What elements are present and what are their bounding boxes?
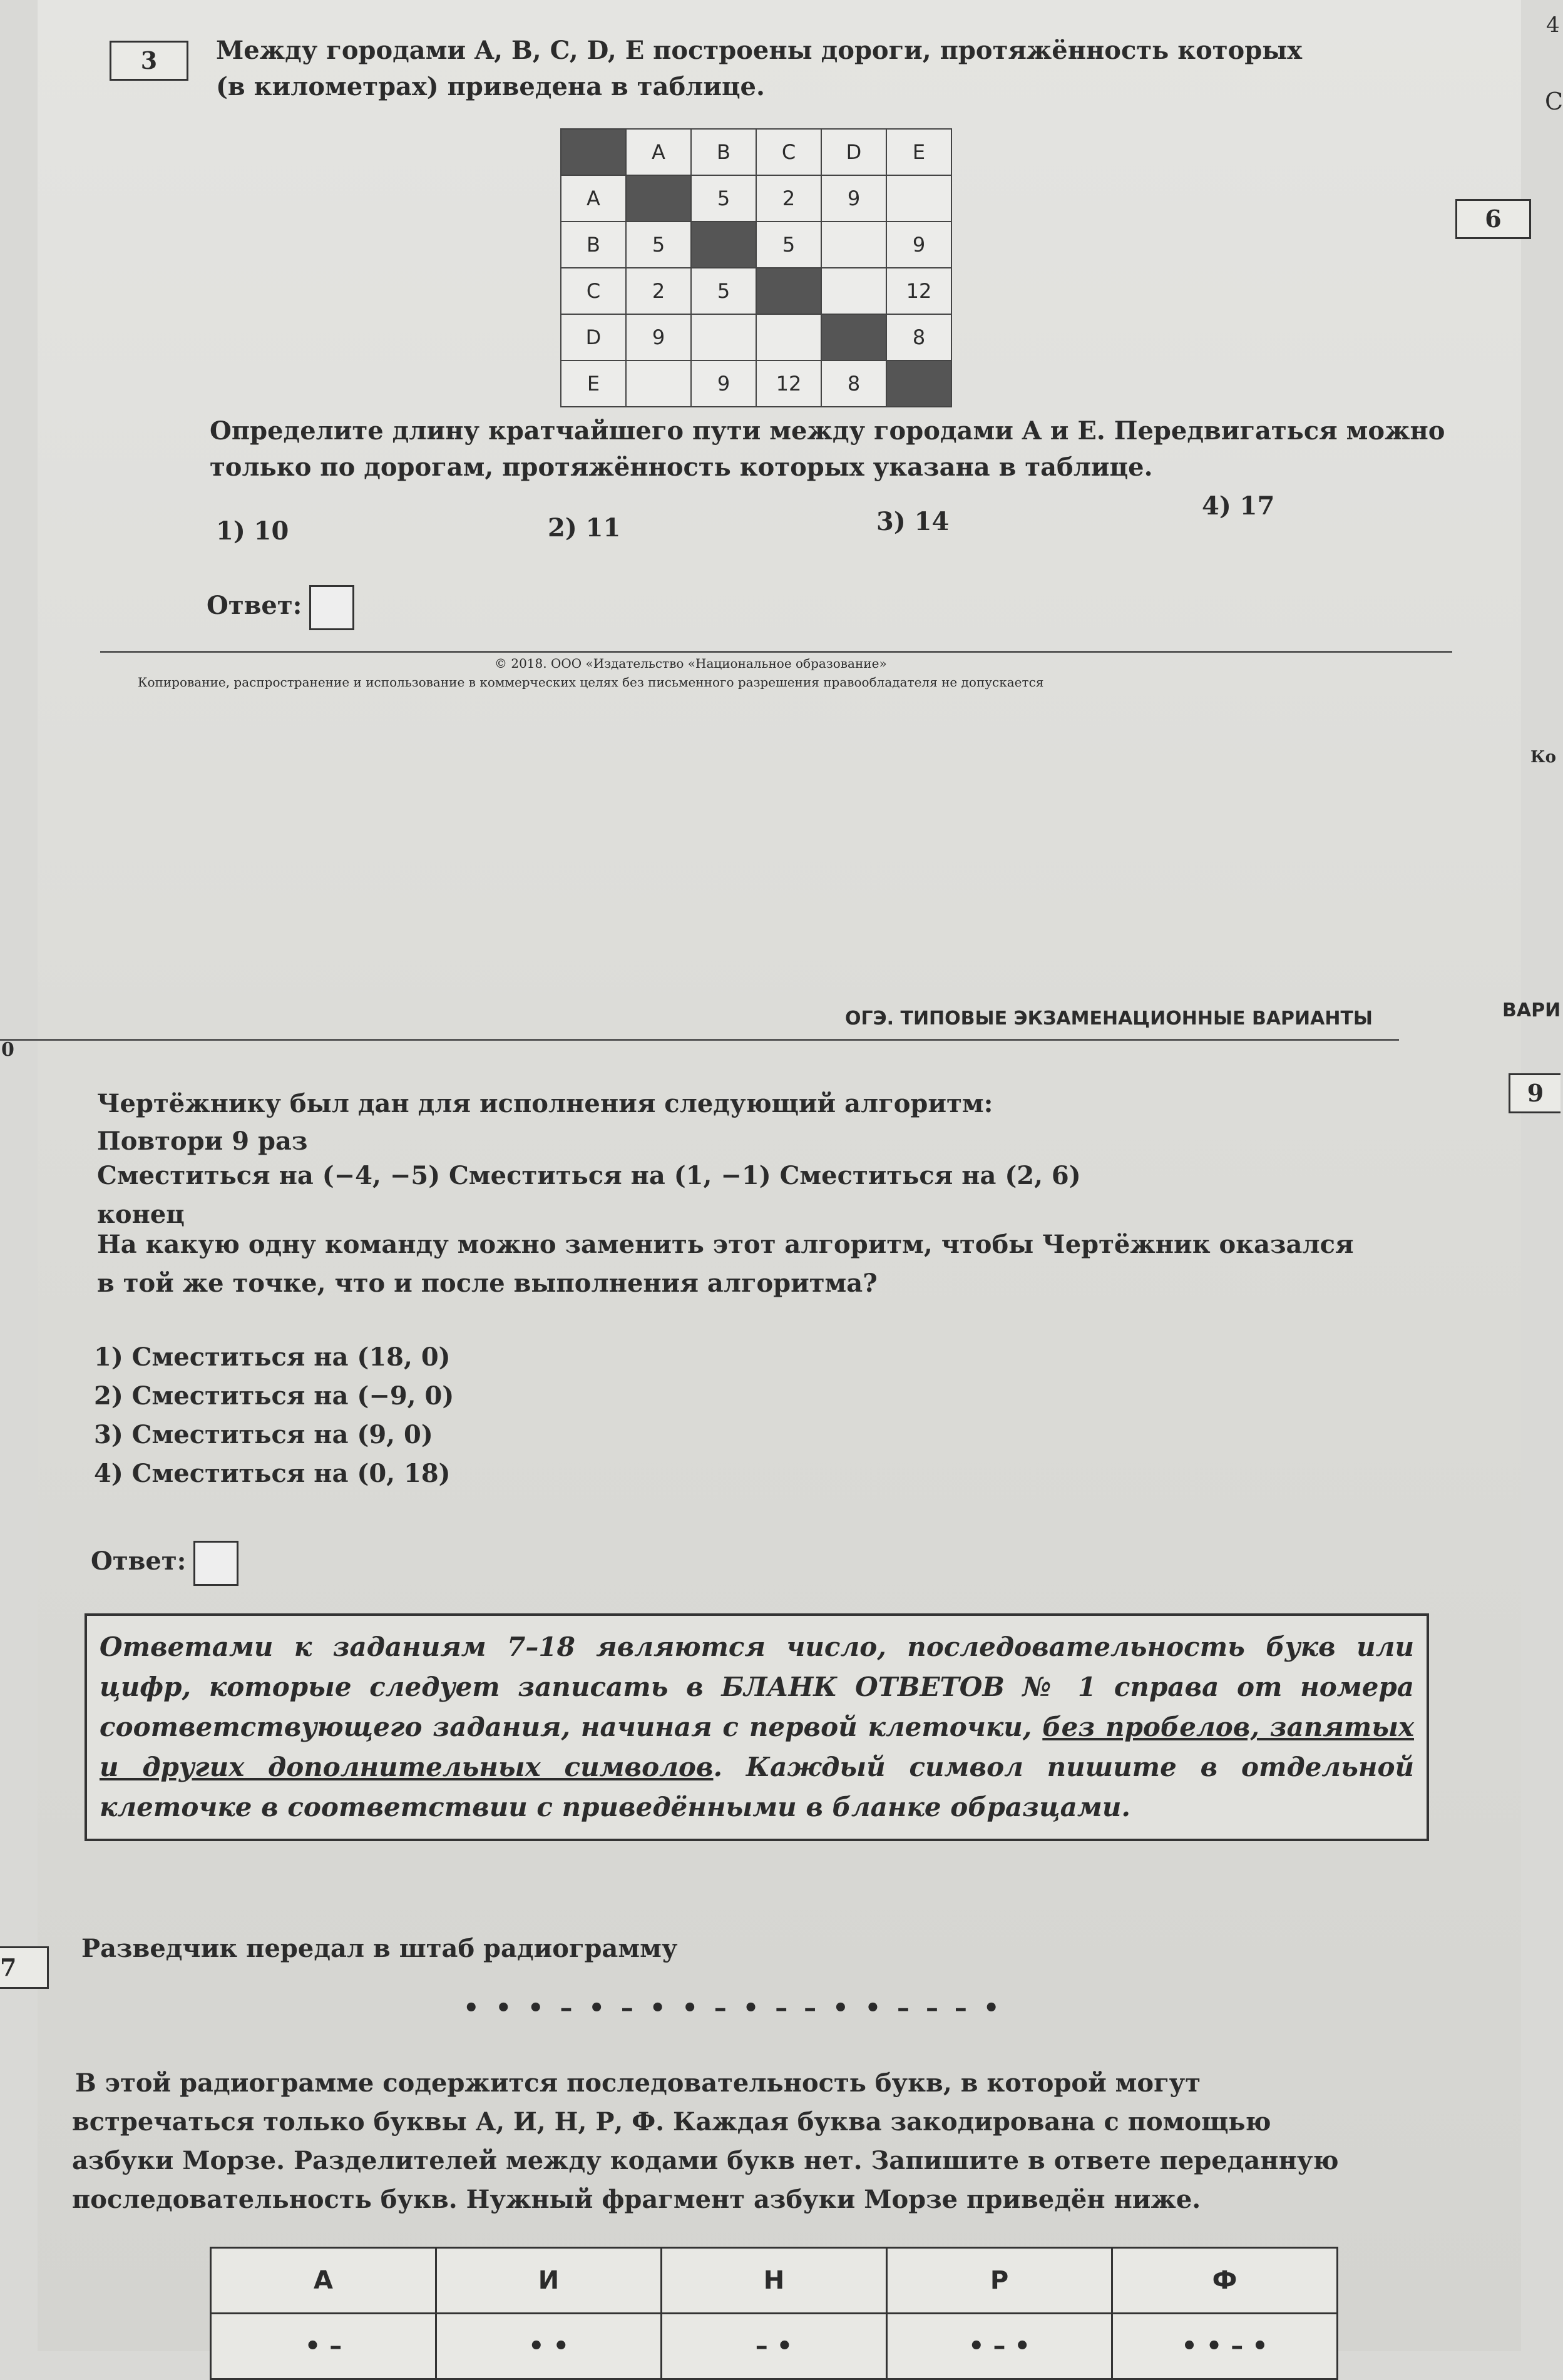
task7-text1: В этой радиограмме содержится последовательность букв, в которой могут bbox=[75, 2068, 1201, 2098]
task3-option-1[interactable]: 1) 10 bbox=[216, 516, 289, 546]
task6-repeat: Повтори 9 раз bbox=[97, 1126, 308, 1156]
copyright-text: © 2018. ООО «Издательство «Национальное образование» bbox=[495, 656, 887, 671]
morse-letter: А bbox=[211, 2248, 436, 2314]
task7-text2: встречаться только буквы А, И, Н, Р, Ф. Каждая буква закодирована с помощью bbox=[72, 2107, 1271, 2137]
table-cell: 9 bbox=[691, 360, 756, 407]
header-rule bbox=[0, 1039, 1399, 1041]
morse-letter: Р bbox=[887, 2248, 1112, 2314]
task3-line1: Между городами A, B, C, D, E построены дороги, протяжённость которых bbox=[216, 36, 1303, 65]
answer-box[interactable] bbox=[193, 1541, 238, 1586]
table-cell: C bbox=[561, 268, 626, 314]
footer-rule bbox=[100, 651, 1452, 653]
task6-option-3[interactable]: 3) Сместиться на (9, 0) bbox=[94, 1420, 433, 1449]
table-cell: 8 bbox=[886, 314, 951, 360]
side-box-9: 9 bbox=[1509, 1073, 1560, 1113]
task6-question1: На какую одну команду можно заменить этот алгоритм, чтобы Чертёжник оказался bbox=[97, 1230, 1354, 1259]
table-cell: 5 bbox=[626, 222, 691, 268]
morse-code: • • bbox=[436, 2314, 662, 2379]
task3-question1: Определите длину кратчайшего пути между городами A и E. Передвигаться можно bbox=[210, 416, 1445, 446]
answer-box[interactable] bbox=[309, 585, 354, 630]
task7-intro: Разведчик передал в штаб радиограмму bbox=[81, 1934, 678, 1963]
task-number-7: 7 bbox=[0, 1946, 49, 1989]
table-cell: 5 bbox=[691, 175, 756, 222]
table-cell: B bbox=[561, 222, 626, 268]
task6-option-4[interactable]: 4) Сместиться на (0, 18) bbox=[94, 1459, 451, 1488]
table-row bbox=[561, 175, 951, 222]
morse-code: • – bbox=[211, 2314, 436, 2379]
edge-char-top: 4 bbox=[1546, 13, 1560, 38]
instructions-box bbox=[85, 1613, 1429, 1841]
morse-code: • • – • bbox=[1112, 2314, 1338, 2379]
side-box-6: 6 bbox=[1455, 199, 1531, 239]
table-cell bbox=[626, 175, 691, 222]
edge-char-zero: 0 bbox=[1, 1039, 14, 1061]
morse-table bbox=[210, 2247, 1338, 2380]
table-cell bbox=[626, 360, 691, 407]
table-cell: 9 bbox=[821, 175, 886, 222]
task3-question2: только по дорогам, протяжённость которых указана в таблице. bbox=[210, 452, 1153, 482]
table-cell: 9 bbox=[626, 314, 691, 360]
table-cell: 2 bbox=[756, 175, 821, 222]
table-cell bbox=[691, 222, 756, 268]
table-row bbox=[561, 222, 951, 268]
table-cell bbox=[886, 175, 951, 222]
task-number-3: 3 bbox=[110, 41, 188, 81]
morse-code-row bbox=[211, 2314, 1338, 2379]
instructions-underlined: без пробелов, запятых и других дополнительных символов bbox=[100, 1712, 1414, 1782]
instructions-part1: Ответами к заданиям 7–18 являются число, последовательность букв или цифр, которые следует записать в БЛАНК ОТВЕТОВ № 1 справа от номера соответствующего задания, начиная с первой клеточки, bbox=[100, 1632, 1414, 1742]
task6-option-1[interactable]: 1) Сместиться на (18, 0) bbox=[94, 1342, 451, 1372]
table-cell: 5 bbox=[691, 268, 756, 314]
table-cell bbox=[821, 314, 886, 360]
table-cell: 8 bbox=[821, 360, 886, 407]
table-row bbox=[561, 314, 951, 360]
edge-letter-c: С bbox=[1545, 88, 1563, 115]
radiogram: • • • – • – • • – • – – • • – – – • bbox=[463, 1993, 1003, 2023]
task6-option-2[interactable]: 2) Сместиться на (−9, 0) bbox=[94, 1381, 454, 1411]
table-cell: 12 bbox=[756, 360, 821, 407]
task6-commands: Сместиться на (−4, −5) Сместиться на (1, −1) Сместиться на (2, 6) bbox=[97, 1161, 1081, 1190]
table-cell: 2 bbox=[626, 268, 691, 314]
table-cell: 12 bbox=[886, 268, 951, 314]
table-header-cell: E bbox=[886, 129, 951, 175]
task3-option-3[interactable]: 3) 14 bbox=[876, 507, 950, 536]
task6-end: конец bbox=[97, 1200, 185, 1229]
task7-text4: последовательность букв. Нужный фрагмент азбуки Морзе приведён ниже. bbox=[72, 2185, 1201, 2214]
morse-code: • – • bbox=[887, 2314, 1112, 2379]
copyright-notice: Копирование, распространение и использование в коммерческих целях без письменного разрешения правообладателя не допускается bbox=[138, 675, 1044, 690]
morse-letter: Н bbox=[662, 2248, 887, 2314]
table-cell bbox=[821, 222, 886, 268]
table-cell: 5 bbox=[756, 222, 821, 268]
table-cell bbox=[756, 314, 821, 360]
edge-text-vari: ВАРИ bbox=[1502, 999, 1561, 1021]
table-header-cell: A bbox=[626, 129, 691, 175]
table-cell bbox=[691, 314, 756, 360]
table-header-cell: D bbox=[821, 129, 886, 175]
table-header-cell: B bbox=[691, 129, 756, 175]
task3-line2: (в километрах) приведена в таблице. bbox=[216, 72, 765, 101]
task3-answer bbox=[207, 585, 354, 630]
answer-label: Ответ: bbox=[207, 591, 302, 620]
table-cell bbox=[886, 360, 951, 407]
table-header-cell: C bbox=[756, 129, 821, 175]
table-corner-cell bbox=[561, 129, 626, 175]
table-header-row bbox=[561, 129, 951, 175]
table-row bbox=[561, 360, 951, 407]
table-cell: E bbox=[561, 360, 626, 407]
instructions-part2: . Каждый символ пишите в отдельной клеточке в соответствии с приведёнными в бланке образцами. bbox=[100, 1752, 1415, 1822]
table-cell bbox=[756, 268, 821, 314]
edge-text-ko: Ко bbox=[1530, 748, 1556, 767]
morse-header-row bbox=[211, 2248, 1338, 2314]
morse-letter: И bbox=[436, 2248, 662, 2314]
task3-option-2[interactable]: 2) 11 bbox=[548, 513, 621, 543]
table-cell: 9 bbox=[886, 222, 951, 268]
task6-intro: Чертёжнику был дан для исполнения следующий алгоритм: bbox=[97, 1089, 993, 1118]
distance-table bbox=[560, 128, 952, 407]
table-cell bbox=[821, 268, 886, 314]
task6-question2: в той же точке, что и после выполнения алгоритма? bbox=[97, 1269, 878, 1298]
task6-answer bbox=[91, 1541, 238, 1586]
morse-code: – • bbox=[662, 2314, 887, 2379]
morse-letter: Ф bbox=[1112, 2248, 1338, 2314]
task7-text3: азбуки Морзе. Разделителей между кодами букв нет. Запишите в ответе переданную bbox=[72, 2146, 1339, 2175]
table-row bbox=[561, 268, 951, 314]
table-cell: A bbox=[561, 175, 626, 222]
answer-label: Ответ: bbox=[91, 1546, 187, 1576]
table-cell: D bbox=[561, 314, 626, 360]
task3-option-4[interactable]: 4) 17 bbox=[1202, 491, 1275, 521]
running-header: ОГЭ. ТИПОВЫЕ ЭКЗАМЕНАЦИОННЫЕ ВАРИАНТЫ bbox=[845, 1008, 1373, 1029]
